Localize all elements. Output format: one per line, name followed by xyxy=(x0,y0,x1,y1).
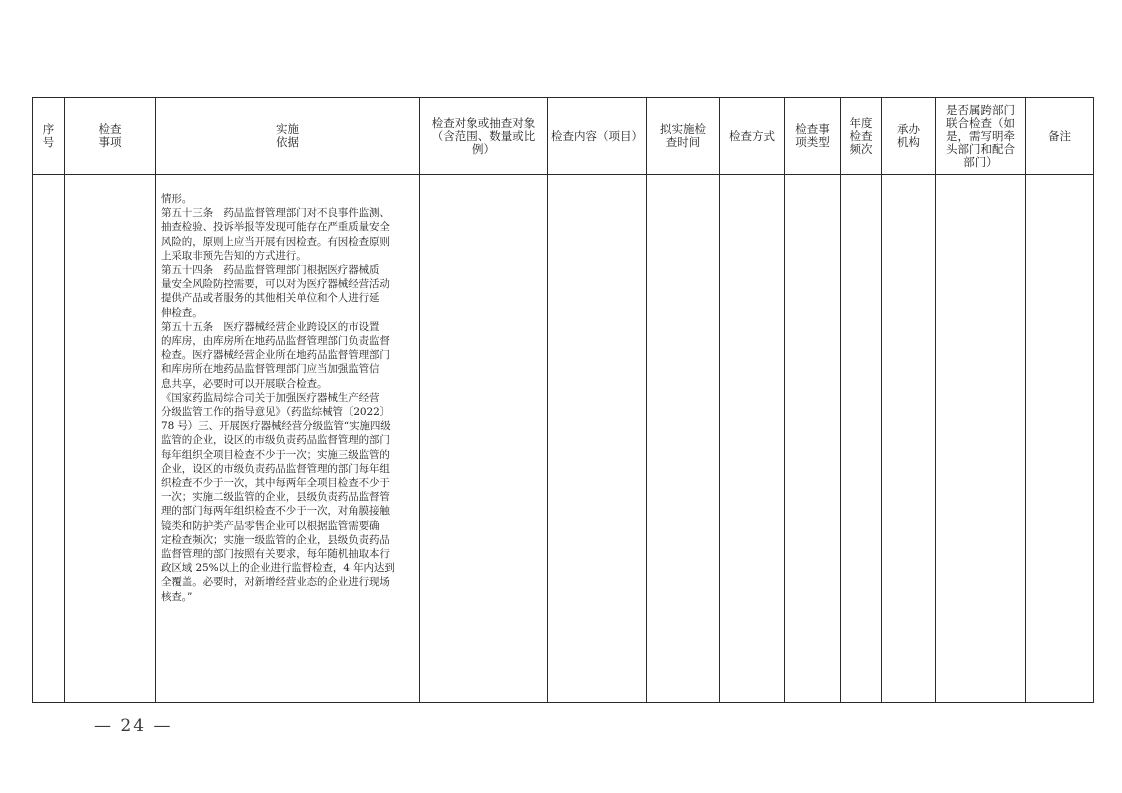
inspection-plan-table xyxy=(32,97,1094,703)
basis-text-line: 和库房所在地药品监督管理部门应当加强监管信 xyxy=(161,363,380,376)
table-row xyxy=(33,175,1094,703)
basis-text-line: 一次；实施二级监管的企业，县级负责药品监督管 xyxy=(161,491,390,504)
basis-text-line: 检查。医疗器械经营企业所在地药品监督管理部门 xyxy=(161,349,390,362)
basis-text-line: 息共享，必要时可以开展联合检查。 xyxy=(161,377,328,390)
basis-text-line: 第五十三条 药品监督管理部门对不良事件监测、 xyxy=(161,207,390,220)
cell-index xyxy=(33,175,65,703)
basis-text-line: 理的部门每两年组织检查不少于一次，对角膜接触 xyxy=(161,505,390,518)
header-joint-inspection: 是否属跨部门 联合检查（如 是，需写明牵 头部门和配合 部门） xyxy=(936,98,1026,175)
basis-text-line: 镜类和防护类产品零售企业可以根据监管需要确 xyxy=(161,519,380,532)
table-header-row xyxy=(33,98,1094,175)
header-implementation-basis: 实施 依据 xyxy=(156,98,420,175)
basis-text-line: 提供产品或者服务的其他相关单位和个人进行延 xyxy=(161,292,380,305)
header-inspection-target: 检查对象或抽查对象 （含范围、数量或比 例） xyxy=(420,98,548,175)
cell-item-type xyxy=(785,175,841,703)
basis-text-line: 分级监管工作的指导意见》（药监综械管〔2022〕 xyxy=(161,406,391,419)
header-inspection-item: 检查 事项 xyxy=(65,98,156,175)
cell-joint-inspection xyxy=(936,175,1026,703)
basis-text-line: 监管的企业，设区的市级负责药品监督管理的部门 xyxy=(161,434,390,447)
basis-text-line: 监督管理的部门按照有关要求，每年随机抽取本行 xyxy=(161,548,390,561)
cell-remarks xyxy=(1026,175,1094,703)
cell-annual-frequency xyxy=(841,175,882,703)
header-annual-frequency: 年度 检查 频次 xyxy=(841,98,882,175)
cell-inspection-method xyxy=(720,175,785,703)
header-inspection-content: 检查内容（项目） xyxy=(548,98,647,175)
basis-text-line: 抽查检验、投诉举报等发现可能存在严重质量安全 xyxy=(161,221,390,234)
basis-text-line: 政区域 25%以上的企业进行监督检查，4 年内达到 xyxy=(161,562,395,575)
basis-text-line: 量安全风险防控需要，可以对为医疗器械经营活动 xyxy=(161,278,390,291)
basis-text-line: 风险的，原则上应当开展有因检查。有因检查原则 xyxy=(161,235,390,248)
basis-text-line: 《国家药监局综合司关于加强医疗器械生产经营 xyxy=(161,391,380,404)
basis-text-line: 核查。” xyxy=(161,590,193,603)
header-planned-time: 拟实施检 查时间 xyxy=(647,98,720,175)
basis-text-line: 企业，设区的市级负责药品监督管理的部门每年组 xyxy=(161,462,390,475)
basis-text-line: 每年组织全项目检查不少于一次；实施三级监管的 xyxy=(161,448,390,461)
header-index: 序 号 xyxy=(33,98,65,175)
cell-inspection-content xyxy=(548,175,647,703)
basis-text-line: 定检查频次；实施一级监管的企业，县级负责药品 xyxy=(161,533,390,546)
header-inspection-method: 检查方式 xyxy=(720,98,785,175)
header-remarks: 备注 xyxy=(1026,98,1094,175)
basis-text-line: 上采取非预先告知的方式进行。 xyxy=(161,249,307,262)
basis-text-line: 情形。 xyxy=(161,193,193,205)
cell-implementation-basis xyxy=(156,175,420,703)
header-responsible-agency: 承办 机构 xyxy=(882,98,936,175)
basis-text-line: 伸检查。 xyxy=(161,306,203,319)
basis-text-line: 全覆盖。必要时，对新增经营业态的企业进行现场 xyxy=(161,576,390,589)
cell-responsible-agency xyxy=(882,175,936,703)
page-number: — 24 — xyxy=(94,716,173,736)
header-item-type: 检查事 项类型 xyxy=(785,98,841,175)
basis-text-line: 的库房，由库房所在地药品监督管理部门负责监督 xyxy=(161,335,390,348)
basis-text-line: 织检查不少于一次，其中每两年全项目检查不少于 xyxy=(161,477,390,490)
cell-inspection-item xyxy=(65,175,156,703)
basis-text-line: 78 号）三、开展医疗器械经营分级监管“实施四级 xyxy=(161,420,391,433)
basis-text-line: 第五十五条 医疗器械经营企业跨设区的市设置 xyxy=(161,320,380,333)
cell-planned-time xyxy=(647,175,720,703)
basis-text-line: 第五十四条 药品监督管理部门根据医疗器械质 xyxy=(161,264,380,277)
cell-inspection-target xyxy=(420,175,548,703)
